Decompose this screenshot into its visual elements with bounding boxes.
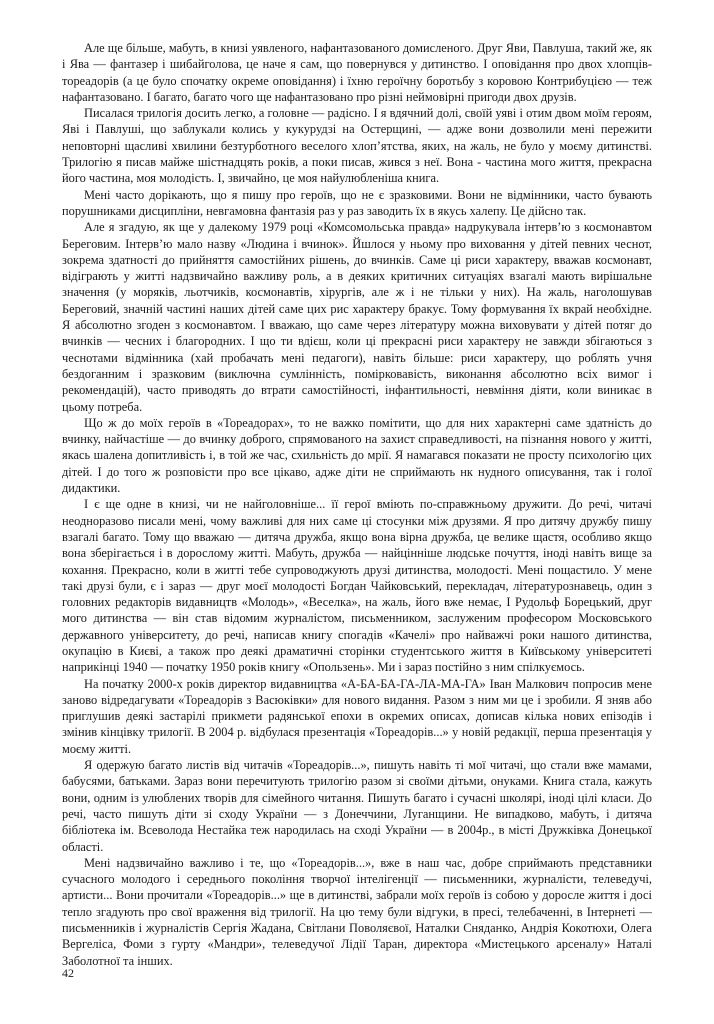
paragraph-6: І є ще одне в книзі, чи не найголовніше... її герої вміють по-справжньому дружити. До речі, читачі неодноразово писали мені, чому важливі для них саме ці стосунки між друзями. Я про дитячу дружбу пишу взагалі багато. Тому що вважаю — дитяча дружба, якщо вона вірна дружба, це велике щастя, особливо якщо вона зберігається і в дорослому житті. Мабуть, дружба — найцінніше людське почуття, іноді навіть вище за кохання. Прекрасно, коли в житті тебе супроводжують друзі дитинства, молодості. Мені пощастило. У мене такі друзі були, є і зараз — друг моєї молодості Богдан Чайковський, перекладач, літературознавець, один з головних редакторів видавництв «Молодь», «Веселка», на жаль, його вже немає, І Рудольф Борецький, друг мого дитинства — він став відомим журналістом, письменником, заслуженим професором Московського державного університету, до речі, написав книгу спогадів «Качелі» про найважчі роки нашого дитинства, окупацію в Києві, а також про деякі драматичні сторінки студентського життя в Київському університеті наприкінці 1940 — початку 1950 років книгу «Опользень». Ми і зараз постійно з ним спілкуємось. bbox=[62, 497, 652, 675]
paragraph-1: Але ще більше, мабуть, в книзі уявленого, нафантазованого домисленого. Друг Яви, Павлуша, такий же, як і Ява — фантазер і шибайголова, це наче я сам, що повернувся у дитинство. І оповідання про двох хлопців-тореадорів (а це було спочатку окреме оповідання) і їхню героїчну боротьбу з коровою Контрибуцією — теж нафантазовано. І багато, багато чого ще нафантазовано про різні неймовірні пригоди двох друзів. bbox=[62, 41, 652, 104]
body-text bbox=[62, 40, 652, 969]
page-number: 42 bbox=[62, 966, 74, 980]
paragraph-8: Я одержую багато листів від читачів «Тореадорів...», пишуть навіть ті мої читачі, що стали вже мамами, бабусями, батьками. Зараз вони перечитують трилогію разом зі своїми дітьми, онуками. Книга стала, кажуть вони, одним із улюблених творів для сімейного читання. Пишуть багато і сучасні школярі, іноді цілі класи. До речі, часто пишуть діти зі сходу України — з Донеччини, Луганщини. Не випадково, мабуть, і дитяча бібліотека ім. Всеволода Нестайка теж народилась на сході України — в 2004р., в місті Дружківка Донецької області. bbox=[62, 758, 652, 854]
paragraph-3: Мені часто дорікають, що я пишу про героїв, що не є зразковими. Вони не відмінники, часто бувають порушниками дисципліни, невгамовна фантазія раз у раз заводить їх в якусь халепу. Це дійсно так. bbox=[62, 187, 652, 218]
paragraph-9: Мені надзвичайно важливо і те, що «Тореадорів...», вже в наш час, добре сприймають представники сучасного молодого і середнього покоління творчої інтелігенції — письменники, журналісти, телеведучі, артисти... Вони прочитали «Тореадорів...» ще в дитинстві, забрали моїх героїв із собою у доросле життя і досі тепло згадують про свої враження від трилогії. На цю тему були відгуки, в пресі, телебаченні, в Інтернеті — письменників і журналістів Сергія Жадана, Світлани Поволяєвої, Наталки Сняданко, Андрія Кокотюхи, Олега Вергеліса, Фоми з гурту «Мандри», телеведучої Лідії Таран, директора «Мистецького арсеналу» Наталі Заболотної та інших. bbox=[62, 855, 652, 968]
paragraph-5: Що ж до моїх героїв в «Тореадорах», то не важко помітити, що для них характерні саме здатність до вчинку, найчастіше — до вчинку доброго, спрямованого на захист справедливості, на пізнання нового у житті, якась шалена допитливість і, в той же час, схильність до мрії. Я намагався показати не просту психологію цих дітей. І до того ж розповісти про все цікаво, адже діти не сприймають нк нудного описування, так і голої дидактики. bbox=[62, 415, 652, 496]
paragraph-7: На початку 2000-х років директор видавництва «А-БА-БА-ГА-ЛА-МА-ГА» Іван Малкович попросив мене заново відредагувати «Тореадорів з Васюківки» для нового видання. Разом з ним ми це і зробили. Я зняв або приглушив деякі застарілі прикмети радянської епохи в окремих описах, дописав кілька нових епізодів і змінив кінцівку трилогії. В 2004 р. відбулася презентація «Тореадорів...» у новій редакції, перша презентація у моєму житті. bbox=[62, 676, 652, 756]
paragraph-2: Писалася трилогія досить легко, а головне — радісно. І я вдячний долі, своїй уяві і отим двом моїм героям, Яві і Павлуші, що заблукали колись у кукурудзі на Остерщині, — адже вони дозволили мені пережити неповторні щасливі хвилини безтурботного веселого хлоп’ятства, яких, на жаль, не було у моєму дитинстві. Трилогію я писав майже шістнадцять років, а поки писав, жився з неї. Вона - частина мого життя, прекрасна його частина, моя молодість. І, звичайно, це моя найулюбленіша книга. bbox=[62, 106, 652, 186]
paragraph-4: Але я згадую, як ще у далекому 1979 році «Комсомольська правда» надрукувала інтерв’ю з космонавтом Береговим. Інтерв’ю мало назву «Людина і вчинок». Йшлося у ньому про виховання у дітей певних чеснот, зокрема здатності до прийняття самостійних рішень, до вчинків. Саме ці риси характеру, вважав космонавт, відіграють у житті надзвичайно важливу роль, а в деяких критичних ситуаціях взагалі мають вирішальне значення (у моряків, льотчиків, космонавтів, хірургів, але ж і не тільки у них). На жаль, наголошував Береговий, значній частині наших дітей саме цих рис характеру бракує. Тому формування їх вкрай необхідне. Я абсолютно згоден з космонавтом. І вважаю, що саме через літературу можна виховувати у дітей потяг до вчинків — чесних і благородних. І що ти вдієш, коли ці прекрасні риси характеру не завжди збігаються з чеснотами відмінника (хай пробачать мені педагоги), навіть більше: риси характеру, що роблять учня бездоганним і зразковим (виключна сумлінність, помірковавість, виконання абсолютно всіх вимог і рекомендацій), часто приводять до втрати самостійності, інфантильності, невміння діяти, коли виникає в цьому потреба. bbox=[62, 220, 652, 414]
